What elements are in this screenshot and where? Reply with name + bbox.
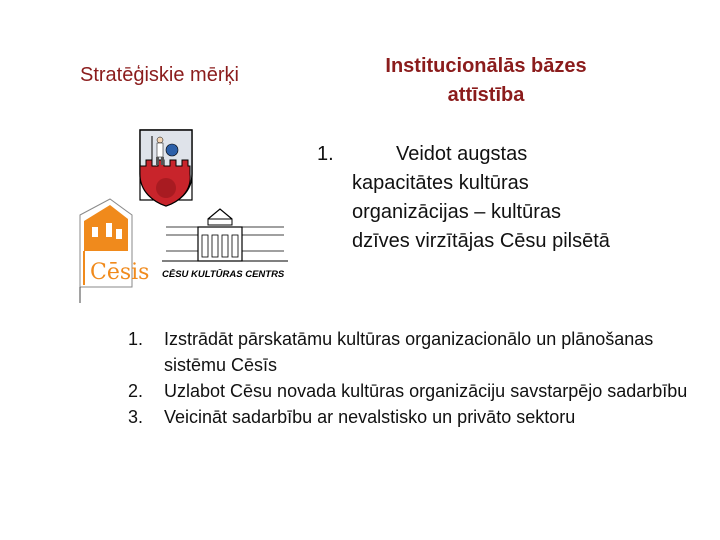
svg-text:CĒSU KULTŪRAS CENTRS: CĒSU KULTŪRAS CENTRS — [162, 269, 285, 280]
task-item — [128, 326, 688, 378]
task-text: Izstrādāt pārskatāmu kultūras organizacionālo un plānošanas sistēmu Cēsīs — [164, 329, 654, 375]
section-label: Stratēģiskie mērķi — [80, 64, 239, 86]
cesu-kulturas-centrs-logo — [162, 205, 288, 285]
task-item — [128, 378, 688, 404]
task-list — [128, 326, 688, 430]
goal-text: Veidot augstas kapacitātes kultūras organizācijas – kultūras dzīves virzītājas Cēsu pilsētā — [352, 143, 610, 252]
task-number: 1. — [128, 329, 144, 349]
svg-text:Cēsis: Cēsis — [90, 260, 150, 285]
goal-number: 1. — [317, 143, 334, 165]
cesis-tower-logo — [78, 195, 154, 303]
task-text: Veicināt sadarbību ar nevalstisko un privāto sektoru — [164, 407, 576, 427]
task-number: 3. — [128, 407, 144, 427]
slide-title: Institucionālās bāzes attīstība — [385, 55, 587, 106]
task-text: Uzlabot Cēsu novada kultūras organizāciju savstarpējo sadarbību — [164, 381, 688, 401]
task-number: 2. — [128, 381, 144, 401]
task-item — [128, 404, 688, 430]
